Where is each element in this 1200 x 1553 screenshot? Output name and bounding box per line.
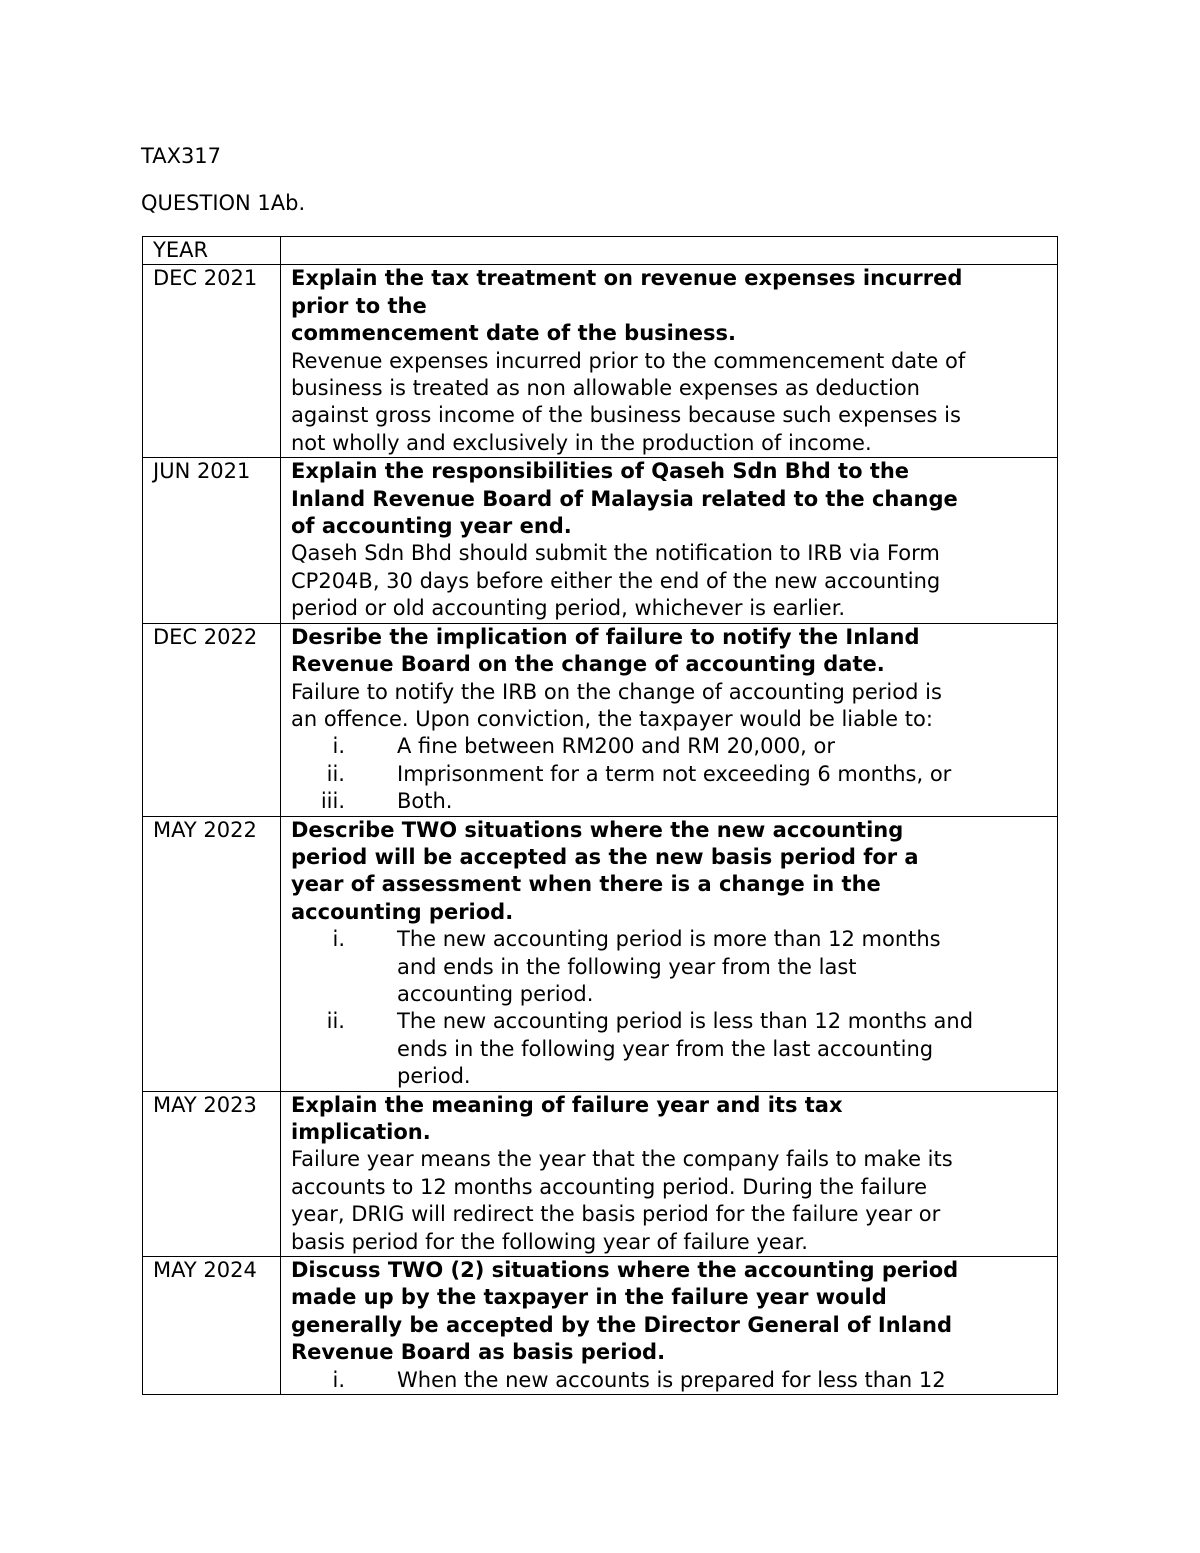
answer-text (291, 1146, 1055, 1256)
answer-line: period or old accounting period, whichever is earlier. (291, 596, 846, 621)
question-text (291, 1257, 1055, 1367)
list-item-line: The new accounting period is less than 12 months and (397, 1009, 974, 1034)
year-cell: MAY 2023 (143, 1091, 281, 1256)
content-cell (281, 623, 1058, 816)
header-year-cell: YEAR (143, 237, 281, 265)
list-item-number: i. (332, 1367, 345, 1392)
answer-line: an offence. Upon conviction, the taxpayer would be liable to: (291, 706, 933, 731)
question-line: accounting period. (291, 899, 514, 924)
question-line: Explain the responsibilities of Qaseh Sdn Bhd to the (291, 459, 910, 484)
question-text (291, 624, 1055, 679)
roman-list (291, 926, 1055, 1090)
list-item-line: Both. (397, 789, 453, 814)
question-text (291, 458, 1055, 540)
answer-line: against gross income of the business because such expenses is (291, 403, 961, 428)
question-line: Explain the meaning of failure year and its tax (291, 1092, 843, 1117)
question-line: Inland Revenue Board of Malaysia related to the change (291, 486, 958, 511)
table-header-row (143, 237, 1058, 265)
question-line: generally be accepted by the Director General of Inland (291, 1312, 953, 1337)
list-item-line: ends in the following year from the last accounting (397, 1036, 934, 1061)
table-row (143, 816, 1058, 1091)
list-item (291, 926, 1055, 1008)
list-item-number: i. (332, 734, 345, 759)
table-row (143, 1091, 1058, 1256)
content-cell (281, 1257, 1058, 1395)
question-line: Describe TWO situations where the new accounting (291, 817, 904, 842)
question-line: made up by the taxpayer in the failure year would (291, 1285, 887, 1310)
answer-line: business is treated as non allowable expenses as deduction (291, 376, 920, 401)
question-line: Desribe the implication of failure to notify the Inland (291, 624, 920, 649)
list-item (291, 1008, 1055, 1090)
table-row (143, 623, 1058, 816)
question-line: Discuss TWO (2) situations where the accounting period (291, 1258, 959, 1283)
list-item (291, 761, 1055, 788)
answer-line: year, DRIG will redirect the basis period for the failure year or (291, 1202, 941, 1227)
list-item-line: and ends in the following year from the last (397, 954, 857, 979)
list-item-line: Imprisonment for a term not exceeding 6 months, or (397, 761, 952, 786)
list-item-line: The new accounting period is more than 12 months (397, 927, 941, 952)
answer-text (291, 540, 1055, 622)
list-item-number: ii. (326, 761, 345, 786)
list-item (291, 733, 1055, 760)
roman-list (291, 733, 1055, 815)
answer-line: Failure year means the year that the company fails to make its (291, 1147, 953, 1172)
year-cell: DEC 2022 (143, 623, 281, 816)
list-item-number: i. (332, 927, 345, 952)
list-item (291, 1367, 1055, 1394)
table-row (143, 1257, 1058, 1395)
header-content-cell (281, 237, 1058, 265)
question-line: Revenue Board as basis period. (291, 1340, 666, 1365)
question-text (291, 1092, 1055, 1147)
question-text (291, 817, 1055, 927)
question-text (291, 265, 1055, 347)
list-item-line: period. (397, 1064, 471, 1089)
question-line: Revenue Board on the change of accounting date. (291, 652, 885, 677)
question-line: prior to the (291, 293, 427, 318)
course-code: TAX317 (141, 144, 222, 168)
list-item-number: iii. (320, 789, 345, 814)
list-item (291, 788, 1055, 815)
question-table (142, 236, 1058, 1395)
answer-line: Qaseh Sdn Bhd should submit the notification to IRB via Form (291, 541, 940, 566)
table-row (143, 458, 1058, 623)
question-line: of accounting year end. (291, 514, 572, 539)
year-cell: MAY 2022 (143, 816, 281, 1091)
year-cell: JUN 2021 (143, 458, 281, 623)
question-label: QUESTION 1Ab. (141, 191, 306, 215)
list-item-line: A fine between RM200 and RM 20,000, or (397, 734, 836, 759)
content-cell (281, 816, 1058, 1091)
answer-line: CP204B, 30 days before either the end of the new accounting (291, 568, 941, 593)
answer-line: basis period for the following year of failure year. (291, 1229, 808, 1254)
answer-text (291, 679, 1055, 734)
table-row (143, 265, 1058, 458)
question-line: commencement date of the business. (291, 321, 737, 346)
answer-line: not wholly and exclusively in the production of income. (291, 430, 872, 455)
list-item-number: ii. (326, 1009, 345, 1034)
answer-line: accounts to 12 months accounting period. During the failure (291, 1174, 927, 1199)
question-line: implication. (291, 1120, 431, 1144)
question-line: year of assessment when there is a change in the (291, 872, 881, 897)
list-item-line: accounting period. (397, 981, 594, 1006)
content-cell (281, 265, 1058, 458)
list-item-line: When the new accounts is prepared for less than 12 (397, 1367, 946, 1392)
year-cell: DEC 2021 (143, 265, 281, 458)
roman-list (291, 1367, 1055, 1394)
answer-line: Revenue expenses incurred prior to the commencement date of (291, 348, 966, 373)
question-line: Explain the tax treatment on revenue expenses incurred (291, 266, 963, 291)
year-cell: MAY 2024 (143, 1257, 281, 1395)
question-line: period will be accepted as the new basis period for a (291, 844, 919, 869)
answer-text (291, 348, 1055, 458)
answer-line: Failure to notify the IRB on the change of accounting period is (291, 679, 942, 704)
content-cell (281, 1091, 1058, 1256)
content-cell (281, 458, 1058, 623)
